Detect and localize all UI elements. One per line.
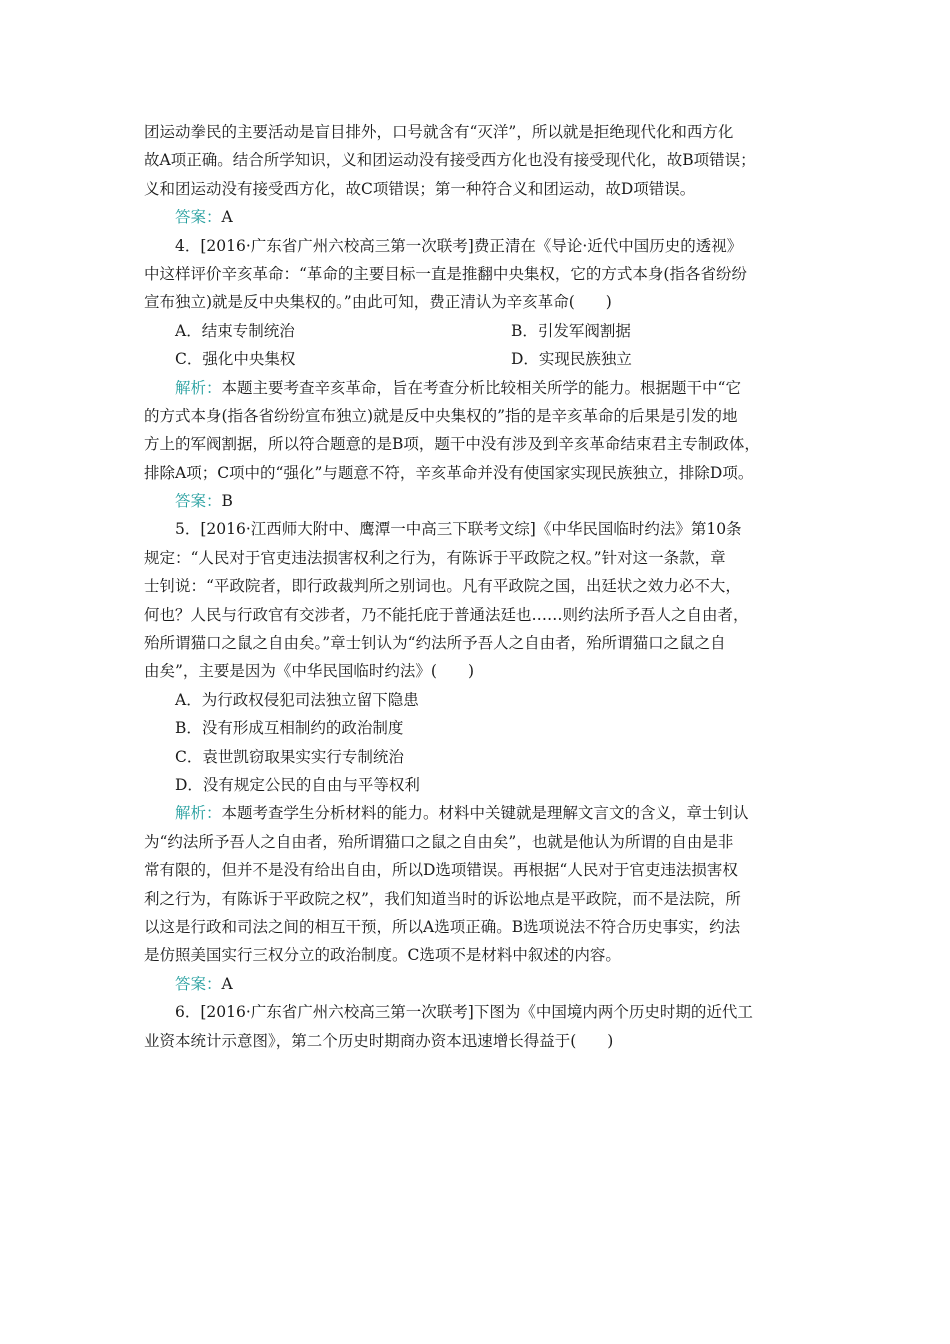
question-stem-line: 6．[2016·广东省广州六校高三第一次联考]下图为《中国境内两个历史时期的近代工 — [175, 1003, 753, 1022]
answer-value: B — [221, 492, 233, 511]
prev-question-analysis — [144, 118, 804, 203]
prev-question-answer — [144, 203, 804, 231]
question-stem-line: 殆所谓猫口之鼠之自由矣。”章士钊认为“约法所予吾人之自由者，殆所谓猫口之鼠之自 — [144, 634, 726, 653]
analysis-line — [144, 374, 804, 402]
analysis-label: 解析： — [175, 378, 222, 397]
option-b: B．引发军阀割据 — [511, 321, 631, 340]
question-stem-line: 由矣”，主要是因为《中华民国临时约法》( ) — [144, 662, 475, 681]
answer-value: A — [221, 974, 233, 993]
option-c: C．强化中央集权 — [175, 350, 296, 369]
question-stem-line: 业资本统计示意图》，第二个历史时期商办资本迅速增长得益于( ) — [144, 1031, 614, 1050]
analysis-text: 本题考查学生分析材料的能力。材料中关键就是理解文言文的含义，章士钊认 — [221, 804, 749, 823]
text-line: 义和团运动没有接受西方化，故C项错误；第一种符合义和团运动，故D项错误。 — [144, 179, 696, 198]
question-stem-line: 中这样评价辛亥革命：“革命的主要目标一直是推翻中央集权，它的方式本身(指各省纷纷 — [144, 264, 747, 283]
option-c: C．袁世凯窃取果实实行专制统治 — [175, 747, 404, 766]
question-6 — [144, 998, 804, 1055]
options-row — [144, 345, 804, 373]
text-line: 团运动拳民的主要活动是盲目排外，口号就含有“灭洋”，所以就是拒绝现代化和西方化 — [144, 123, 734, 141]
analysis-line: 的方式本身(指各省纷纷宣布独立)就是反中央集权的”指的是辛亥革命的后果是引发的地 — [144, 406, 738, 425]
question-5 — [144, 515, 804, 998]
analysis-line: 常有限的，但并不是没有给出自由，所以D选项错误。再根据“人民对于官吏违法损害权 — [144, 861, 738, 880]
answer-label: 答案： — [175, 492, 222, 511]
question-stem-line: 5．[2016·江西师大附中、鹰潭一中高三下联考文综]《中华民国临时约法》第10条 — [175, 520, 742, 539]
option-d: D．实现民族独立 — [511, 350, 632, 369]
analysis-line: 为“约法所予吾人之自由者，殆所谓猫口之鼠之自由矣”，也就是他认为所谓的自由是非 — [144, 832, 734, 851]
question-stem-line: 何也？人民与行政官有交涉者，乃不能托庇于普通法廷也……则约法所予吾人之自由者， — [144, 605, 749, 624]
question-stem-line: 宣布独立)就是反中央集权的。”由此可知，费正清认为辛亥革命( ) — [144, 293, 612, 312]
options-row — [144, 317, 804, 345]
analysis-text: 本题主要考查辛亥革命，旨在考查分析比较相关所学的能力。根据题干中“它 — [221, 378, 741, 397]
answer-label: 答案： — [175, 208, 222, 227]
text-line: 故A项正确。结合所学知识，义和团运动没有接受西方化也没有接受现代化，故B项错误； — [144, 151, 756, 170]
question-stem-line: 规定：“人民对于官吏违法损害权利之行为，有陈诉于平政院之权。”针对这一条款，章 — [144, 548, 726, 567]
analysis-line: 利之行为，有陈诉于平政院之权”，我们知道当时的诉讼地点是平政院，而不是法院，所 — [144, 889, 741, 908]
option-d: D．没有规定公民的自由与平等权利 — [175, 775, 420, 794]
analysis-line: 是仿照美国实行三权分立的政治制度。C选项不是材料中叙述的内容。 — [144, 946, 621, 965]
answer-value: A — [221, 208, 233, 227]
analysis-line: 方上的军阀割据，所以符合题意的是B项，题干中没有涉及到辛亥革命结束君主专制政体， — [144, 435, 760, 454]
document-page — [144, 118, 804, 1055]
question-stem-line: 士钊说：“平政院者，即行政裁判所之别词也。凡有平政院之国，出廷状之效力必不大， — [144, 577, 741, 596]
answer-label: 答案： — [175, 974, 222, 993]
question-answer — [144, 487, 804, 515]
option-a: A．结束专制统治 — [175, 321, 295, 340]
analysis-line: 排除A项；C项中的“强化”与题意不符，辛亥革命并没有使国家实现民族独立，排除D项。 — [144, 463, 754, 482]
analysis-line — [144, 799, 804, 827]
question-4 — [144, 232, 804, 516]
option-a: A．为行政权侵犯司法独立留下隐患 — [175, 690, 419, 709]
option-b: B．没有形成互相制约的政治制度 — [175, 719, 404, 738]
question-answer — [144, 970, 804, 998]
analysis-line: 以这是行政和司法之间的相互干预，所以A选项正确。B选项说法不符合历史事实，约法 — [144, 917, 741, 936]
analysis-label: 解析： — [175, 804, 222, 823]
question-stem-line: 4．[2016·广东省广州六校高三第一次联考]费正清在《导论·近代中国历史的透视》 — [175, 236, 743, 255]
